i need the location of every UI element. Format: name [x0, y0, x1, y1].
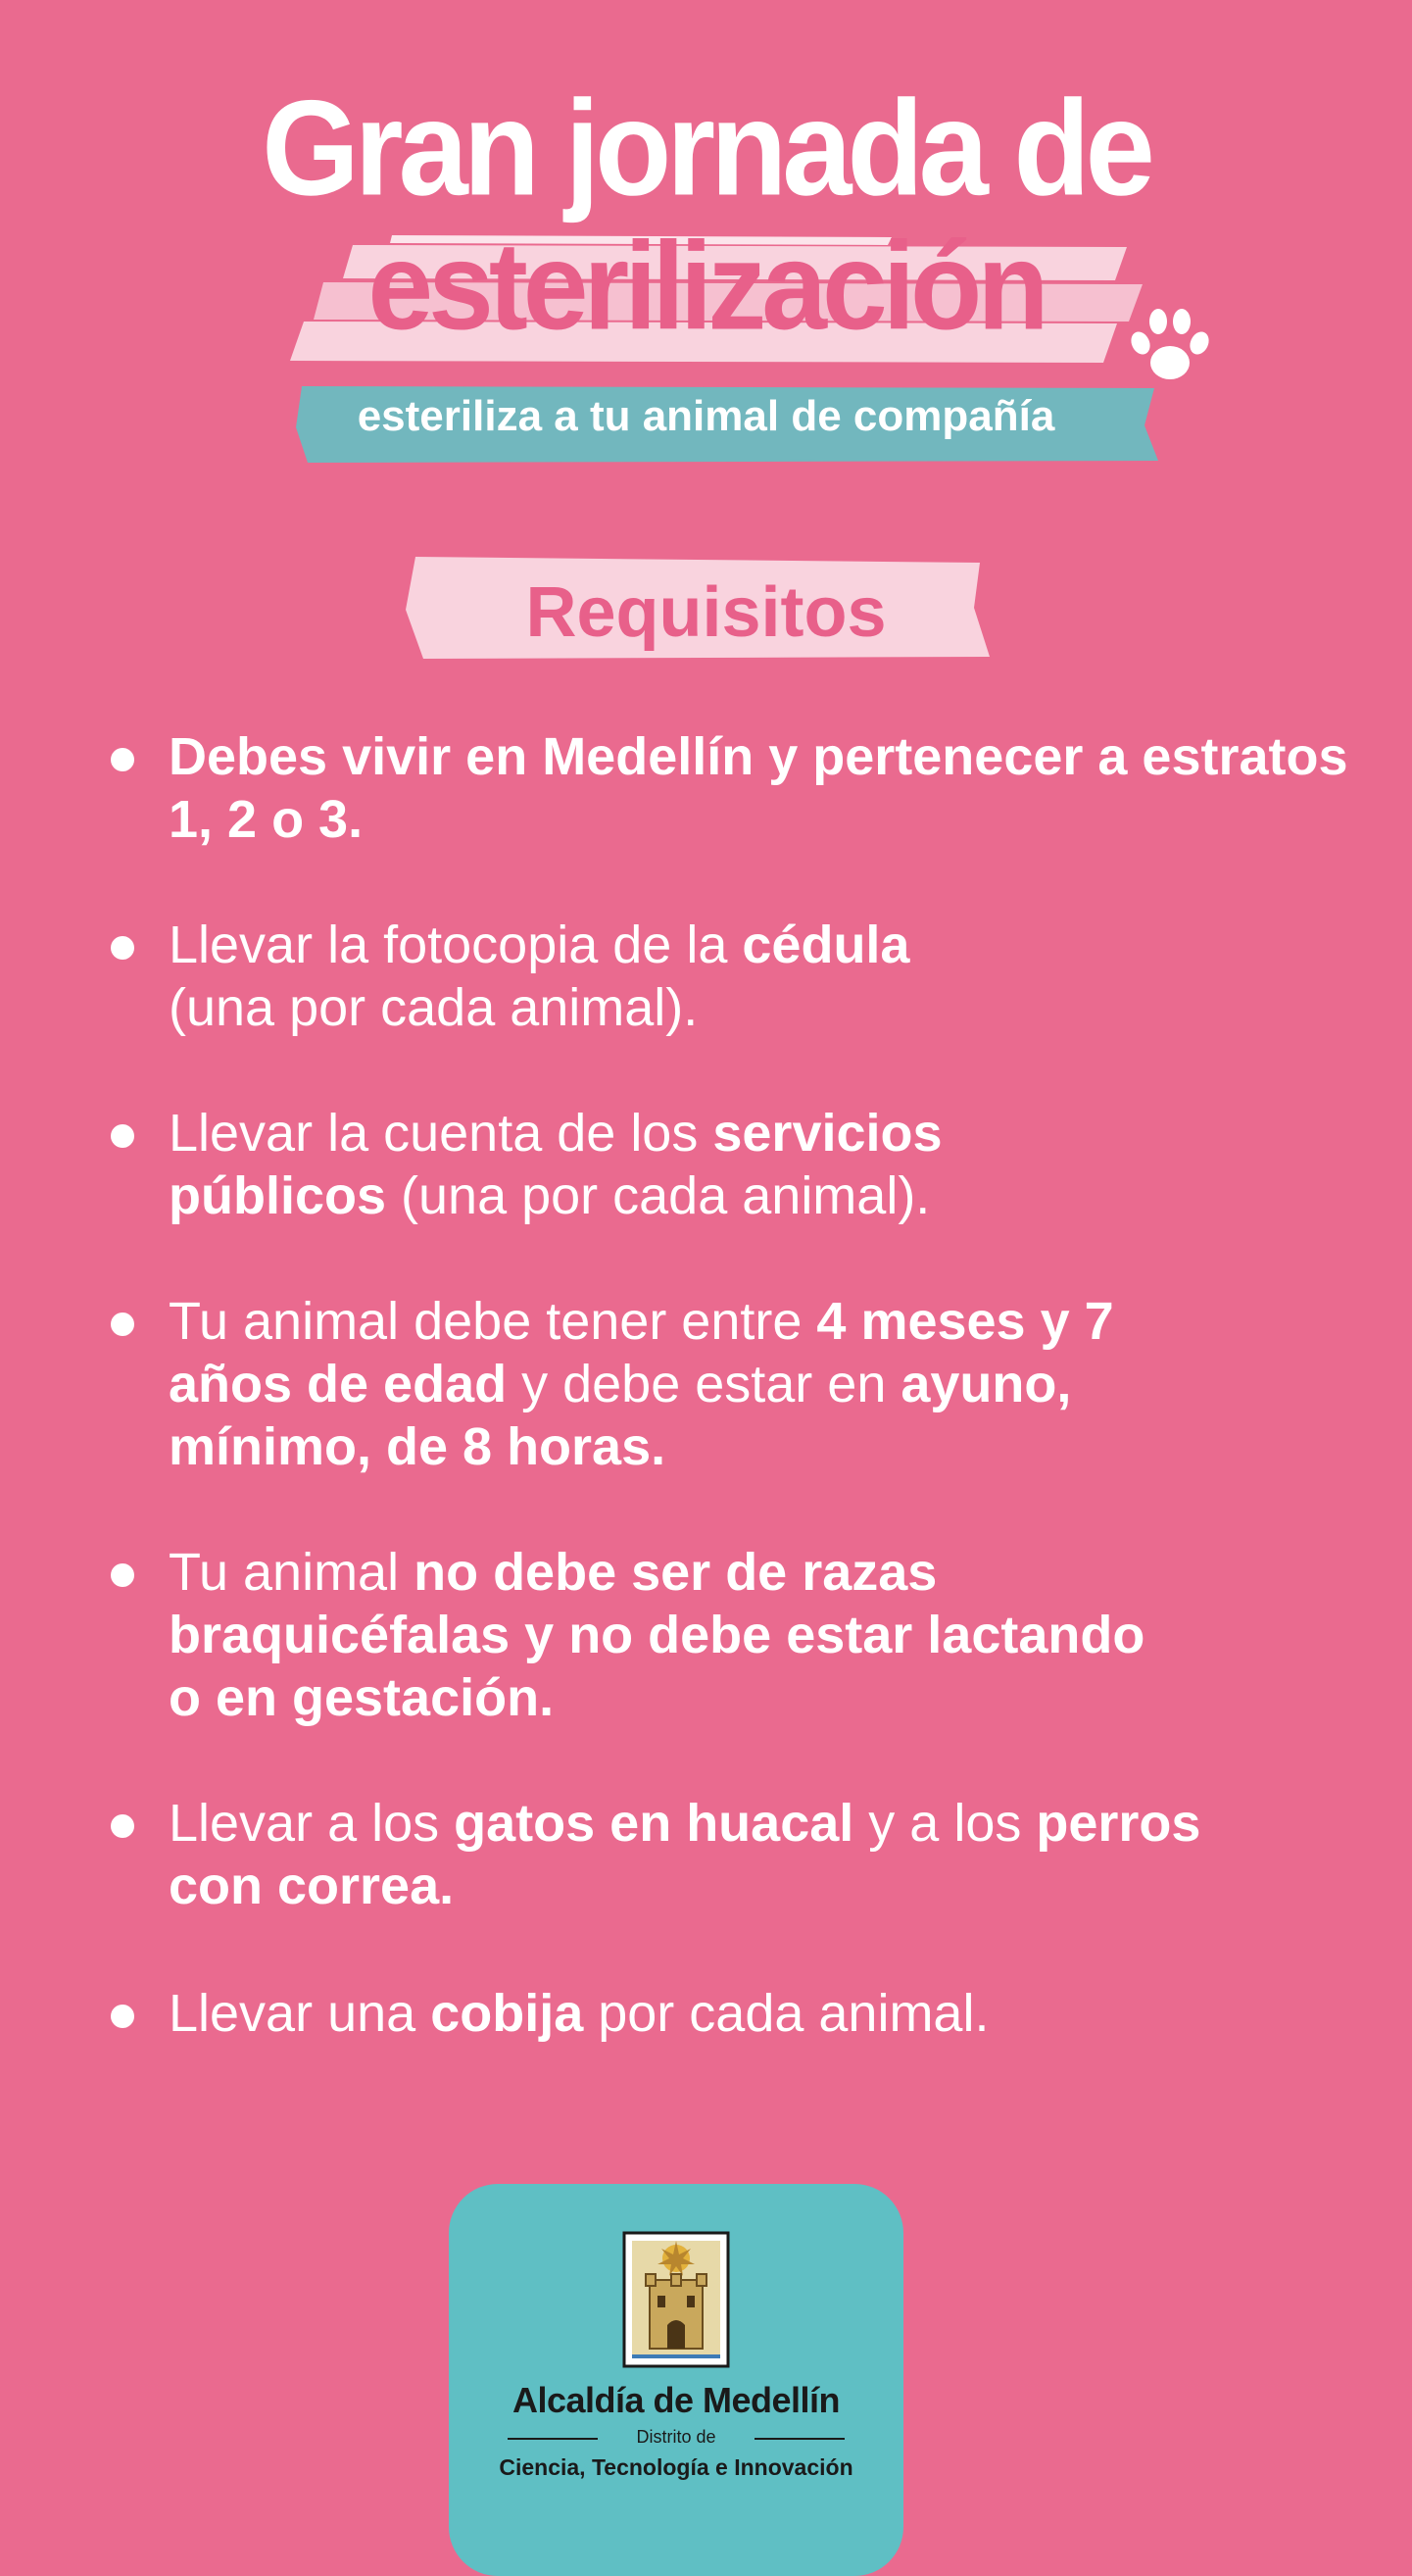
text-run: Tu animal — [169, 1543, 414, 1602]
text-run: (una por cada animal). — [386, 1166, 931, 1225]
requirement-text — [169, 1982, 1364, 2045]
title-line-2: esterilización — [367, 216, 1045, 357]
paw-print-icon — [1125, 304, 1213, 388]
text-run: Llevar la cuenta de los — [169, 1104, 713, 1163]
text-run: (una por cada animal). — [169, 978, 699, 1037]
requirement-text — [169, 1541, 1364, 1729]
bullet-icon — [111, 1124, 134, 1148]
bold-text: cobija — [430, 1984, 584, 2043]
bold-text: Debes vivir en Medellín y pertenecer a estratos 1, 2 o 3. — [169, 727, 1348, 849]
bold-text: perros con correa. — [169, 1794, 1201, 1915]
title-line-1: Gran jornada de — [262, 73, 1150, 224]
bullet-icon — [111, 936, 134, 960]
subtitle: esteriliza a tu animal de compañía — [357, 392, 1055, 440]
text-run: Tu animal debe tener entre — [169, 1292, 817, 1351]
bold-text: 4 meses y 7 años de edad — [169, 1292, 1114, 1413]
bullet-icon — [111, 1563, 134, 1587]
divider-right — [755, 2438, 845, 2440]
coat-of-arms-icon — [622, 2231, 730, 2368]
requirements-title: Requisitos — [525, 573, 887, 652]
bold-text: cédula — [742, 916, 910, 974]
header — [0, 0, 1412, 510]
bold-text: gatos en huacal — [454, 1794, 854, 1853]
requirement-text — [169, 1792, 1364, 1917]
text-run: y debe estar en — [507, 1355, 901, 1413]
text-run: y a los — [853, 1794, 1037, 1853]
alcaldia-logo-card — [449, 2184, 903, 2576]
bullet-icon — [111, 1814, 134, 1838]
text-run: Llevar una — [169, 1984, 431, 2043]
bold-text: servicios públicos — [169, 1104, 943, 1225]
bold-text: ayuno, mínimo, de 8 horas. — [169, 1355, 1072, 1476]
bullet-icon — [111, 2005, 134, 2028]
bullet-icon — [111, 748, 134, 771]
text-run: Llevar la fotocopia de la — [169, 916, 743, 974]
text-run: por cada animal. — [583, 1984, 990, 2043]
bullet-icon — [111, 1313, 134, 1336]
text-run: Llevar a los — [169, 1794, 455, 1853]
district-label: Distrito de — [636, 2427, 716, 2447]
bold-text: no debe ser de razas braquicéfalas y no debe estar lactando o en gestación. — [169, 1543, 1145, 1727]
department-name: Ciencia, Tecnología e Innovación — [499, 2454, 853, 2480]
requirement-text — [169, 725, 1364, 851]
org-name: Alcaldía de Medellín — [511, 2380, 841, 2420]
requirement-text — [169, 1102, 1364, 1227]
requirement-text — [169, 1290, 1364, 1478]
requirement-text — [169, 914, 1364, 1039]
